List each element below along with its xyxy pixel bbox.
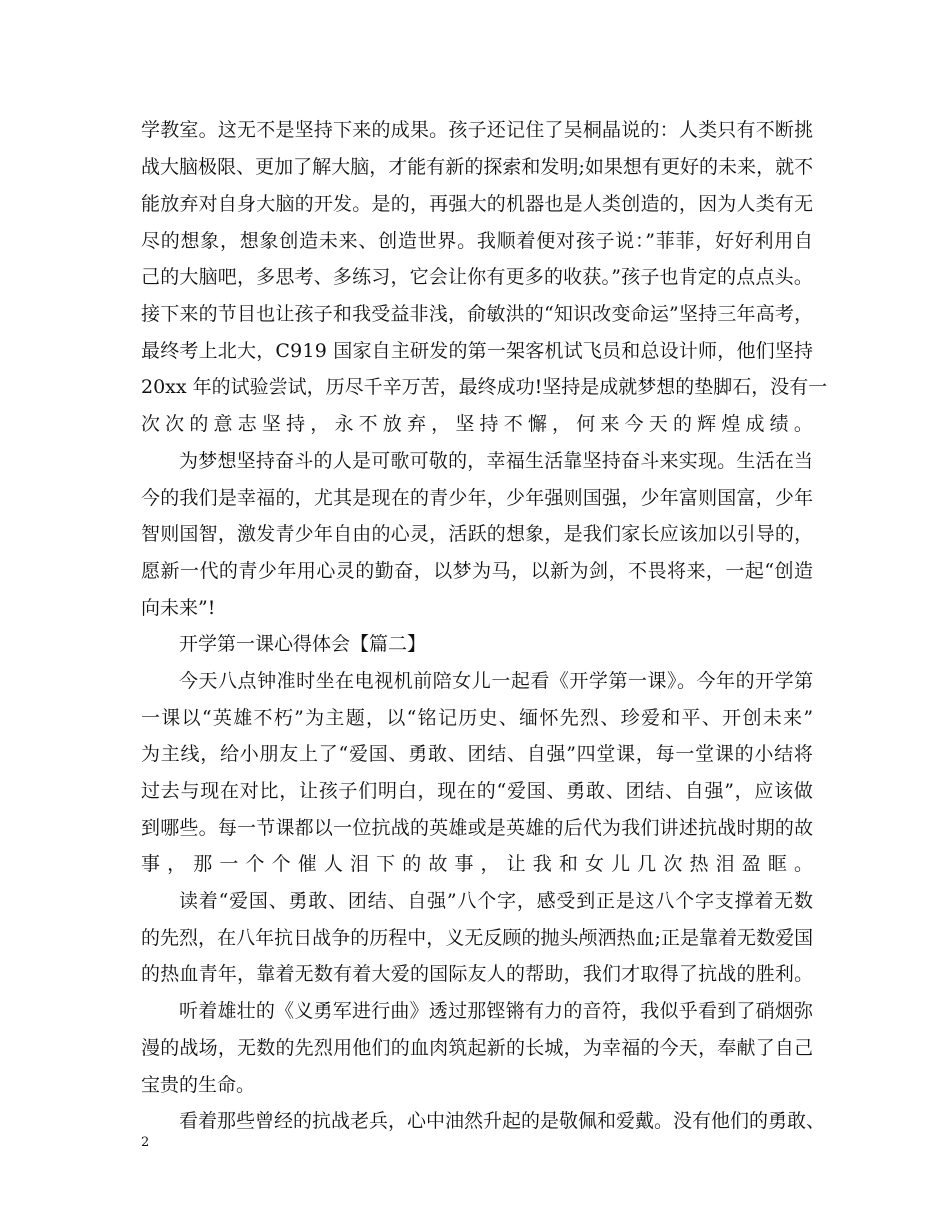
text-line: 愿新一代的青少年用心灵的勤奋，以梦为马，以新为剑，不畏将来，一起“创造: [141, 560, 814, 582]
text-line: 读着“爱国、勇敢、团结、自强”八个字，感受到正是这八个字支撑着无数: [179, 890, 814, 912]
text-line: 最终考上北大，C919 国家自主研发的第一架客机试飞员和总设计师，他们坚持: [141, 340, 814, 362]
text-line: 20xx 年的试验尝试，历尽千辛万苦，最终成功!坚持是成就梦想的垫脚石，没有一: [141, 376, 828, 398]
text-line: 到哪些。每一节课都以一位抗战的英雄或是英雄的后代为我们讲述抗战时期的故: [141, 817, 814, 839]
text-line: 能放弃对自身大脑的开发。是的，再强大的机器也是人类创造的，因为人类有无: [141, 193, 814, 215]
page-number: 2: [141, 1135, 150, 1150]
text-line: 一课以“英雄不朽”为主题，以“铭记历史、缅怀先烈、珍爱和平、开创未来”: [141, 707, 815, 729]
text-line: 过去与现在对比，让孩子们明白，现在的“爱国、勇敢、团结、自强”，应该做: [141, 780, 814, 802]
text-line: 听着雄壮的《义勇军进行曲》透过那铿锵有力的音符，我似乎看到了硝烟弥: [179, 1000, 814, 1022]
text-line: 为主线，给小朋友上了“爱国、勇敢、团结、自强”四堂课，每一堂课的小结将: [141, 743, 814, 765]
text-line: 次次的意志坚持，永不放弃，坚持不懈，何来今天的辉煌成绩。: [141, 413, 819, 435]
text-line: 的先烈，在八年抗日战争的历程中，义无反顾的抛头颅洒热血;正是靠着无数爱国: [141, 927, 814, 949]
text-line: 宝贵的生命。: [141, 1074, 256, 1096]
text-line: 为梦想坚持奋斗的人是可歌可敬的，幸福生活靠坚持奋斗来实现。生活在当: [179, 450, 814, 472]
text-line: 今的我们是幸福的，尤其是现在的青少年，少年强则国强，少年富则国富，少年: [141, 487, 814, 509]
text-line: 尽的想象，想象创造未来、创造世界。我顺着便对孩子说：”菲菲，好好利用自: [141, 230, 814, 252]
text-line: 看着那些曾经的抗战老兵，心中油然升起的是敬佩和爱戴。没有他们的勇敢、: [179, 1110, 826, 1132]
section-title: 开学第一课心得体会【篇二】: [179, 633, 427, 655]
text-line: 战大脑极限、更加了解大脑，才能有新的探索和发明;如果想有更好的未来，就不: [141, 156, 814, 178]
text-line: 接下来的节目也让孩子和我受益非浅，俞敏洪的“知识改变命运”坚持三年高考，: [141, 303, 814, 325]
text-line: 己的大脑吧，多思考、多练习，它会让你有更多的收获。”孩子也肯定的点点头。: [141, 266, 814, 288]
text-line: 智则国智，激发青少年自由的心灵，活跃的想象，是我们家长应该加以引导的，: [141, 523, 814, 545]
text-line: 事，那一个个催人泪下的故事，让我和女儿几次热泪盈眶。: [141, 853, 821, 875]
text-line: 学教室。这无不是坚持下来的成果。孩子还记住了吴桐晶说的：人类只有不断挑: [141, 119, 814, 141]
text-line: 今天八点钟准时坐在电视机前陪女儿一起看《开学第一课》。今年的开学第: [179, 670, 814, 692]
text-line: 向未来”!: [141, 597, 216, 619]
text-line: 漫的战场，无数的先烈用他们的血肉筑起新的长城，为幸福的今天，奉献了自己: [141, 1037, 814, 1059]
text-line: 的热血青年，靠着无数有着大爱的国际友人的帮助，我们才取得了抗战的胜利。: [141, 963, 814, 985]
